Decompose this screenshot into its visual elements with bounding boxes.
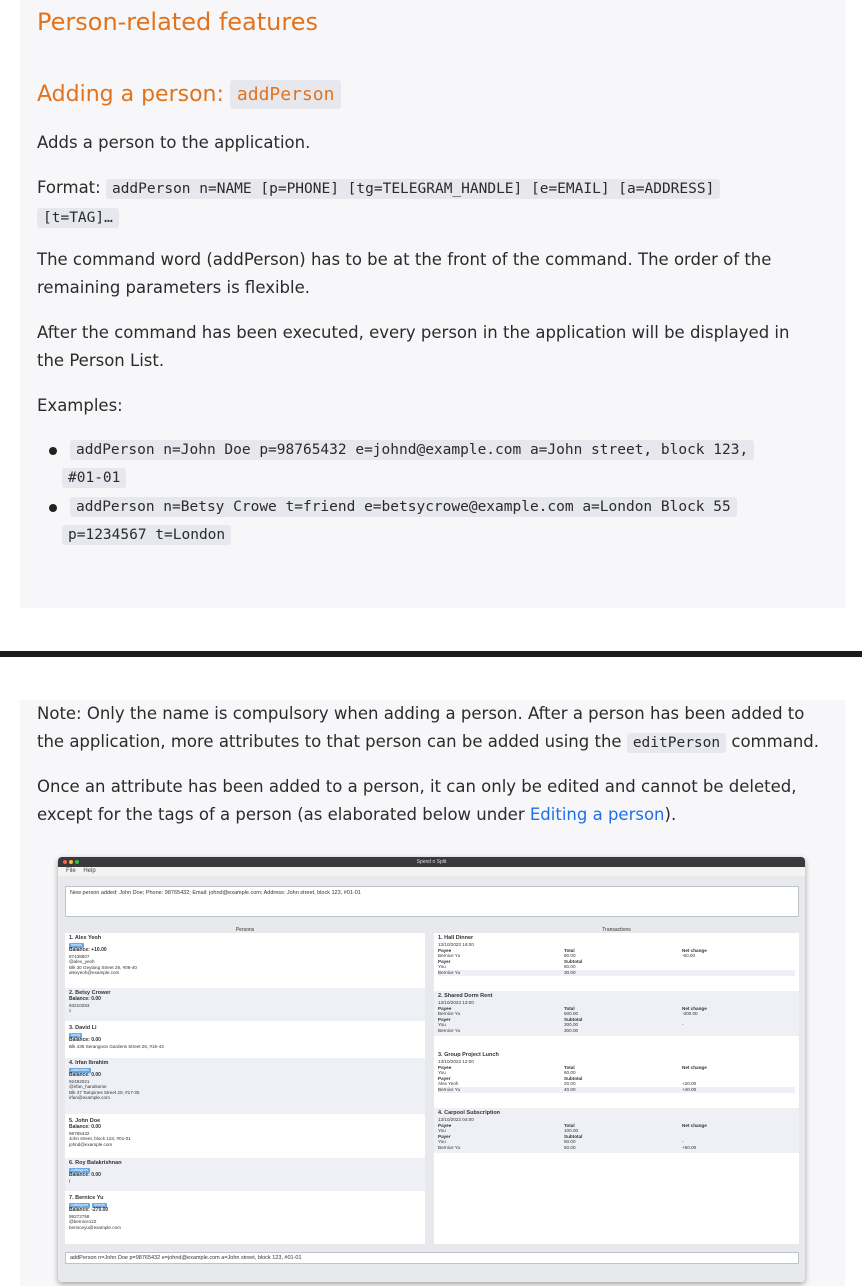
payee-value: Bernice Yu — [438, 953, 461, 959]
person-detail: alexyeoh@example.com — [69, 970, 120, 976]
transactions-title: Transactions — [602, 927, 631, 933]
person-card[interactable] — [65, 988, 425, 1021]
person-detail: 99272758 — [69, 1213, 90, 1219]
net-value: - — [682, 1139, 684, 1145]
format-label: Format: — [37, 178, 101, 197]
person-card[interactable] — [65, 1023, 425, 1051]
window-title: Spend n Split — [416, 859, 447, 865]
person-detail: John street, block 123, #01-01 — [69, 1136, 131, 1142]
bullet-icon — [49, 504, 57, 512]
format-paragraph — [37, 174, 807, 232]
person-balance: Balance: 0.00 — [69, 1124, 101, 1130]
subtotal-value: 300.00 — [564, 1022, 579, 1028]
separator — [0, 651, 862, 657]
person-detail: berniceyu@example.com — [69, 1224, 121, 1230]
person-detail: Blk 47 Tampines Street 20, #17-35 — [69, 1089, 140, 1095]
note-text-part2: command. — [731, 732, 819, 751]
example-1-line2: #01-01 — [62, 468, 126, 488]
person-detail: Blk 30 Geylang Street 29, #06-40 — [69, 964, 137, 970]
net-value: +20.00 — [682, 1081, 697, 1087]
example-2-line2: p=1234567 t=London — [62, 525, 231, 545]
payer-value: You — [438, 1139, 446, 1145]
person-balance: Balance: -270.00 — [69, 1207, 109, 1213]
note-text-part1: Note: Only the name is compulsory when adding a person. After a person has been added to the application, more attributes to that person can be added using the — [37, 704, 805, 751]
title-bar — [58, 857, 805, 867]
payer-label: Payer — [438, 1133, 451, 1139]
person-tag: friends — [71, 943, 82, 947]
net-value: -300.00 — [682, 1011, 698, 1017]
payee-label: Payee — [438, 1005, 452, 1011]
total-label: Total — [564, 947, 575, 953]
payer-value: Bernice Yu — [438, 1027, 461, 1033]
subtotal-value: 50.00 — [564, 1144, 576, 1150]
person-card[interactable] — [65, 1158, 425, 1191]
person-tag: colleagues — [71, 1168, 89, 1172]
total-value: 90.00 — [564, 953, 576, 959]
net-value: - — [682, 1022, 684, 1028]
subtotal-label: Subtotal — [564, 1133, 583, 1139]
total-label: Total — [564, 1122, 575, 1128]
person-list[interactable] — [65, 933, 425, 1244]
person-detail: @irfan_handsome — [69, 1084, 107, 1090]
subtotal-value: 60.00 — [564, 964, 576, 970]
transaction-card[interactable] — [434, 1108, 799, 1153]
net-value: +40.00 — [682, 1086, 697, 1092]
net-label: Net change — [682, 1064, 707, 1070]
subsection-title-text: Adding a person: — [37, 82, 224, 107]
subsection-title — [37, 80, 341, 109]
transaction-date: 13/10/2023 16:00 — [438, 942, 474, 947]
payer-value: Bernice Yu — [438, 1144, 461, 1150]
app-window — [58, 857, 805, 1282]
payee-label: Payee — [438, 947, 452, 953]
subtotal-value: 300.00 — [564, 1027, 579, 1033]
payer-value: Bernice Yu — [438, 1086, 461, 1092]
person-detail: f — [69, 1178, 71, 1184]
net-value: +50.00 — [682, 1144, 697, 1150]
person-name: 6. Roy Balakrishnan — [69, 1160, 122, 1166]
person-name: 4. Irfan Ibrahim — [69, 1060, 109, 1066]
total-value: 60.00 — [564, 1070, 576, 1076]
net-label: Net change — [682, 947, 707, 953]
subtotal-label: Subtotal — [564, 1016, 583, 1022]
person-balance: Balance: 0.00 — [69, 996, 101, 1002]
transaction-card[interactable] — [434, 933, 799, 978]
total-value: 100.00 — [564, 1128, 579, 1134]
person-detail: 93210283 — [69, 1002, 90, 1008]
transaction-date: 13/10/2023 13:00 — [438, 1000, 474, 1005]
total-label: Total — [564, 1005, 575, 1011]
payer-value: You — [438, 1022, 446, 1028]
person-detail: @bernice122 — [69, 1219, 97, 1225]
transaction-card[interactable] — [434, 1050, 799, 1095]
total-value: 600.00 — [564, 1011, 579, 1017]
person-detail: 87438807 — [69, 953, 90, 959]
person-balance: Balance: +10.00 — [69, 947, 107, 953]
payer-label: Payer — [438, 958, 451, 964]
payee-value: You — [438, 1070, 446, 1076]
subtotal-label: Subtotal — [564, 1075, 583, 1081]
subtotal-value: 30.00 — [564, 969, 576, 975]
section-title: Person-related features — [37, 8, 318, 36]
command-input[interactable]: addPerson n=John Doe p=98765432 e=johnd@example.com a=John street, block 123, #01-01 — [65, 1252, 799, 1264]
transaction-name: 3. Group Project Lunch — [438, 1052, 499, 1058]
transaction-name: 4. Carpool Subscription — [438, 1110, 501, 1116]
transaction-name: 1. Hall Dinner — [438, 935, 474, 941]
subtotal-value: 20.00 — [564, 1081, 576, 1087]
total-label: Total — [564, 1064, 575, 1070]
note-paragraph — [37, 700, 827, 757]
subtotal-value: 40.00 — [564, 1086, 576, 1092]
subsection-command: addPerson — [230, 80, 342, 109]
person-name: 1. Alex Yeoh — [69, 935, 102, 941]
person-tag: friends — [94, 1203, 105, 1207]
payee-label: Payee — [438, 1064, 452, 1070]
person-name: 5. John Doe — [69, 1118, 101, 1124]
person-card[interactable] — [65, 1193, 425, 1232]
editing-person-link[interactable]: Editing a person — [529, 805, 665, 824]
bullet-icon — [49, 447, 57, 455]
subtotal-label: Subtotal — [564, 958, 583, 964]
example-2 — [70, 493, 820, 549]
top-content-panel — [20, 0, 845, 608]
note-para2-text: Once an attribute has been added to a person, it can only be edited and cannot be deleted, except for the tags of a person (as elaborated below under — [37, 777, 797, 824]
subtotal-value: 50.00 — [564, 1139, 576, 1145]
person-name: 3. David Li — [69, 1025, 97, 1031]
example-1 — [70, 436, 820, 492]
person-detail: 98765432 — [69, 1130, 90, 1136]
transaction-date: 13/10/2023 04:00 — [438, 1117, 474, 1122]
note-code: editPerson — [627, 733, 726, 753]
transaction-name: 2. Shared Dorm Rent — [438, 993, 493, 999]
payer-value: You — [438, 964, 446, 970]
payee-value: You — [438, 1128, 446, 1134]
person-balance: Balance: 0.00 — [69, 1037, 101, 1043]
note-paragraph-2 — [37, 773, 827, 829]
payer-label: Payer — [438, 1075, 451, 1081]
example-1-line1: addPerson n=John Doe p=98765432 e=johnd@example.com a=John street, block 123, — [70, 440, 754, 460]
payee-label: Payee — [438, 1122, 452, 1128]
note-para2-end: ). — [664, 805, 677, 824]
person-tag: classmates — [71, 1068, 89, 1072]
transaction-date: 13/10/2023 12:00 — [438, 1059, 474, 1064]
person-card[interactable] — [65, 1116, 425, 1149]
person-tag: colleagues — [71, 1203, 89, 1207]
result-display: New person added: John Doe; Phone: 98765432; Email: johnd@example.com; Address: John street, block 123, #01-01 — [65, 886, 799, 917]
persons-title: Persons — [235, 927, 255, 933]
person-card[interactable] — [65, 1058, 425, 1114]
person-detail: Blk 436 Serangoon Gardens Street 26, #16-43 — [69, 1043, 164, 1049]
person-card[interactable] — [65, 933, 425, 978]
person-name: 7. Bernice Yu — [69, 1195, 104, 1201]
order-paragraph: The command word (addPerson) has to be at the front of the command. The order of the remaining parameters is flexible. — [37, 250, 772, 297]
person-detail: johnd@example.com — [69, 1141, 113, 1147]
examples-label: Examples: — [37, 396, 123, 415]
person-detail: @alex_yeoh — [69, 959, 95, 965]
person-name: 2. Betsy Crower — [69, 990, 111, 996]
transaction-card[interactable] — [434, 991, 799, 1036]
person-balance: Balance: 0.00 — [69, 1172, 101, 1178]
person-detail: c — [69, 1008, 72, 1014]
description: Adds a person to the application. — [37, 133, 311, 152]
net-label: Net change — [682, 1005, 707, 1011]
person-tag: family — [71, 1033, 81, 1037]
payer-value: Bernice Yu — [438, 969, 461, 975]
net-value: -60.00 — [682, 953, 696, 959]
person-detail: 92492021 — [69, 1078, 90, 1084]
net-label: Net change — [682, 1122, 707, 1128]
transaction-list[interactable] — [434, 933, 799, 1244]
payer-label: Payer — [438, 1016, 451, 1022]
menu-help[interactable]: Help — [83, 868, 96, 874]
person-balance: Balance: 0.00 — [69, 1072, 101, 1078]
payee-value: Bernice Yu — [438, 1011, 461, 1017]
format-code-line1: addPerson n=NAME [p=PHONE] [tg=TELEGRAM_HANDLE] [e=EMAIL] [a=ADDRESS] — [106, 179, 720, 199]
person-detail: irfan@example.com — [69, 1095, 110, 1101]
note-panel — [20, 700, 845, 1286]
example-2-line1: addPerson n=Betsy Crowe t=friend e=betsycrowe@example.com a=London Block 55 — [70, 497, 737, 517]
display-paragraph: After the command has been executed, every person in the application will be displayed in the Person List. — [37, 323, 790, 370]
menu-file[interactable]: File — [66, 868, 76, 874]
menu-bar — [58, 867, 805, 876]
payer-value: Alex Yeoh — [438, 1081, 459, 1087]
format-code-line2: [t=TAG]… — [37, 208, 119, 228]
